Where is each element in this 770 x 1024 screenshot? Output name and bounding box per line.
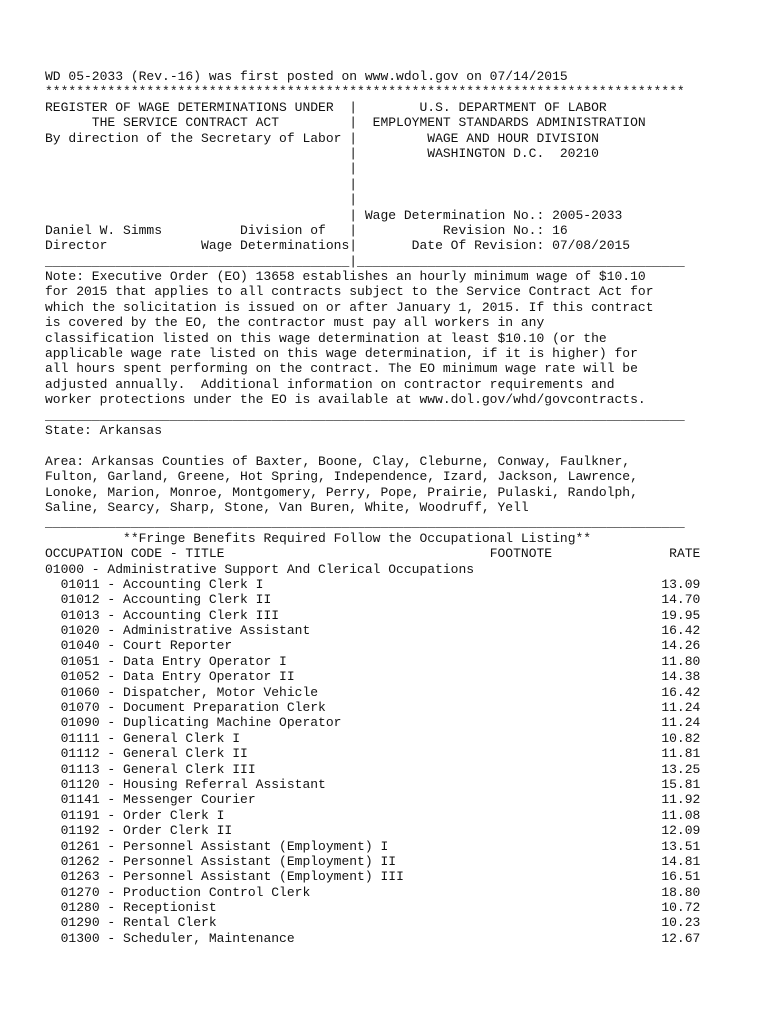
- header-line: | Wage Determination No.: 2005-2033: [45, 207, 623, 223]
- area-line: Fulton, Garland, Greene, Hot Spring, Independence, Izard, Jackson, Lawrence,: [45, 469, 638, 485]
- table-row: [45, 715, 700, 730]
- note-line: applicable wage rate listed on this wage determination, if it is higher) for: [45, 346, 638, 362]
- area-line: Lonoke, Marion, Monroe, Montgomery, Perry, Pope, Prairie, Pulaski, Randolph,: [45, 484, 638, 500]
- table-row: [45, 839, 700, 854]
- area-description: [45, 454, 700, 516]
- table-row: [45, 592, 700, 607]
- table-row: [45, 746, 700, 761]
- table-row: [45, 808, 700, 823]
- occupation-title: 01070 - Document Preparation Clerk: [60, 700, 326, 716]
- occupation-title: 01111 - General Clerk I: [60, 730, 241, 746]
- note-line: classification listed on this wage determination at least $10.10 (or the: [45, 330, 607, 346]
- fringe-note: **Fringe Benefits Required Follow the Occupational Listing**: [123, 530, 592, 546]
- header-line: Daniel W. Simms Division of | Revision No.: 16: [45, 222, 568, 238]
- table-row: [45, 854, 700, 869]
- occupation-rate: 14.26: [661, 638, 701, 654]
- occupation-rate: 13.51: [661, 838, 701, 854]
- note-line: all hours spent performing on the contract. The EO minimum wage rate will be: [45, 361, 638, 377]
- divider-line: __________________________________________________________________________________: [45, 515, 685, 531]
- table-row: [45, 762, 700, 777]
- occupation-rate: 14.70: [661, 592, 701, 608]
- occupation-title: 01262 - Personnel Assistant (Employment) II: [60, 853, 397, 869]
- table-row: [45, 885, 700, 900]
- occupation-rate: 15.81: [661, 776, 701, 792]
- occupation-rate: 11.24: [661, 715, 701, 731]
- table-row: [45, 685, 700, 700]
- header-line: _______________________________________|__________________________________________: [45, 253, 685, 269]
- table-row: [45, 669, 700, 684]
- area-line: Area: Arkansas Counties of Baxter, Boone, Clay, Cleburne, Conway, Faulkner,: [45, 453, 631, 469]
- occupation-rate: 14.38: [661, 669, 701, 685]
- divider-line: __________________________________________________________________________________: [45, 407, 685, 423]
- occupation-title: 01290 - Rental Clerk: [60, 915, 217, 931]
- occupation-title: 01191 - Order Clerk I: [60, 807, 225, 823]
- occupation-title: 01040 - Court Reporter: [60, 638, 233, 654]
- occupation-rate: 16.51: [661, 869, 701, 885]
- header-line: THE SERVICE CONTRACT ACT | EMPLOYMENT STANDARDS ADMINISTRATION: [45, 115, 646, 131]
- table-row: [45, 731, 700, 746]
- occupation-title: 01261 - Personnel Assistant (Employment) I: [60, 838, 389, 854]
- header-line: |: [45, 176, 358, 192]
- note-line: which the solicitation is issued on or after January 1, 2015. If this contract: [45, 299, 654, 315]
- star-separator: **********************************************************************************: [45, 84, 685, 100]
- occupation-title: 01113 - General Clerk III: [60, 761, 256, 777]
- occupation-rate: 11.80: [661, 653, 701, 669]
- table-row: [45, 777, 700, 792]
- occupation-rate: 11.92: [661, 792, 701, 808]
- occupation-rate: 10.72: [661, 900, 701, 916]
- occupation-rate: 13.09: [661, 576, 701, 592]
- occupation-rate: 14.81: [661, 853, 701, 869]
- header-line: Director Wage Determinations| Date Of Revision: 07/08/2015: [45, 238, 631, 254]
- occupation-rate: 19.95: [661, 607, 701, 623]
- table-row: [45, 700, 700, 715]
- occupation-title: 01012 - Accounting Clerk II: [60, 592, 272, 608]
- header-line: REGISTER OF WAGE DETERMINATIONS UNDER | U.S. DEPARTMENT OF LABOR: [45, 99, 607, 115]
- col-occupation-header: OCCUPATION CODE - TITLE: [45, 546, 225, 562]
- occupation-title: 01011 - Accounting Clerk I: [60, 576, 264, 592]
- occupation-rate: 11.81: [661, 746, 701, 762]
- header-line: By direction of the Secretary of Labor | WAGE AND HOUR DIVISION: [45, 130, 599, 146]
- note-line: worker protections under the EO is available at www.dol.gov/whd/govcontracts.: [45, 392, 646, 408]
- note-line: is covered by the EO, the contractor must pay all workers in any: [45, 315, 545, 331]
- occupation-title: 01141 - Messenger Courier: [60, 792, 256, 808]
- header-line: | WASHINGTON D.C. 20210: [45, 145, 599, 161]
- occupation-title: 01112 - General Clerk II: [60, 746, 248, 762]
- table-row: [45, 823, 700, 838]
- occupation-title: 01263 - Personnel Assistant (Employment) III: [60, 869, 404, 885]
- occupation-rate: 13.25: [661, 761, 701, 777]
- occupation-title: 01270 - Production Control Clerk: [60, 884, 311, 900]
- state-line: State: Arkansas: [45, 422, 163, 438]
- eo-note: [45, 269, 700, 408]
- col-footnote-header: FOOTNOTE: [489, 546, 553, 562]
- table-row: [45, 931, 700, 946]
- occupation-rate: 10.23: [661, 915, 701, 931]
- occupation-title: 01051 - Data Entry Operator I: [60, 653, 287, 669]
- occupation-rate: 12.09: [661, 823, 701, 839]
- occupation-title: 01120 - Housing Referral Assistant: [60, 776, 326, 792]
- table-row: [45, 869, 700, 884]
- header-block: [45, 100, 700, 269]
- occupation-rate: 10.82: [661, 730, 701, 746]
- table-row: [45, 638, 700, 653]
- occupation-title: 01020 - Administrative Assistant: [60, 623, 311, 639]
- table-row: [45, 915, 700, 930]
- occupation-rate: 12.67: [661, 930, 701, 946]
- occupation-table: [45, 577, 700, 946]
- wage-determination-document: [45, 69, 700, 946]
- occupation-title: 01060 - Dispatcher, Motor Vehicle: [60, 684, 319, 700]
- occupation-title: 01090 - Duplicating Machine Operator: [60, 715, 342, 731]
- area-line: Saline, Searcy, Sharp, Stone, Van Buren, White, Woodruff, Yell: [45, 499, 529, 515]
- col-rate-header: RATE: [669, 546, 701, 562]
- posted-line: WD 05-2033 (Rev.-16) was first posted on www.wdol.gov on 07/14/2015: [45, 69, 568, 84]
- occupation-title: 01192 - Order Clerk II: [60, 823, 233, 839]
- occupation-rate: 16.42: [661, 684, 701, 700]
- table-row: [45, 577, 700, 592]
- table-row: [45, 608, 700, 623]
- spacer: [45, 438, 700, 453]
- table-row: [45, 623, 700, 638]
- table-row: [45, 792, 700, 807]
- header-line: |: [45, 161, 358, 177]
- occupation-rate: 11.24: [661, 700, 701, 716]
- note-line: adjusted annually. Additional information on contractor requirements and: [45, 376, 615, 392]
- note-line: for 2015 that applies to all contracts subject to the Service Contract Act for: [45, 284, 654, 300]
- header-line: |: [45, 192, 358, 208]
- occupation-group-title: 01000 - Administrative Support And Clerical Occupations: [45, 561, 475, 577]
- occupation-title: 01052 - Data Entry Operator II: [60, 669, 295, 685]
- occupation-title: 01300 - Scheduler, Maintenance: [60, 930, 295, 946]
- table-row: [45, 900, 700, 915]
- occupation-title: 01013 - Accounting Clerk III: [60, 607, 280, 623]
- table-row: [45, 654, 700, 669]
- occupation-title: 01280 - Receptionist: [60, 900, 217, 916]
- table-header: [45, 546, 700, 561]
- occupation-rate: 11.08: [661, 807, 701, 823]
- occupation-rate: 18.80: [661, 884, 701, 900]
- note-line: Note: Executive Order (EO) 13658 establishes an hourly minimum wage of $10.10: [45, 269, 646, 285]
- occupation-rate: 16.42: [661, 623, 701, 639]
